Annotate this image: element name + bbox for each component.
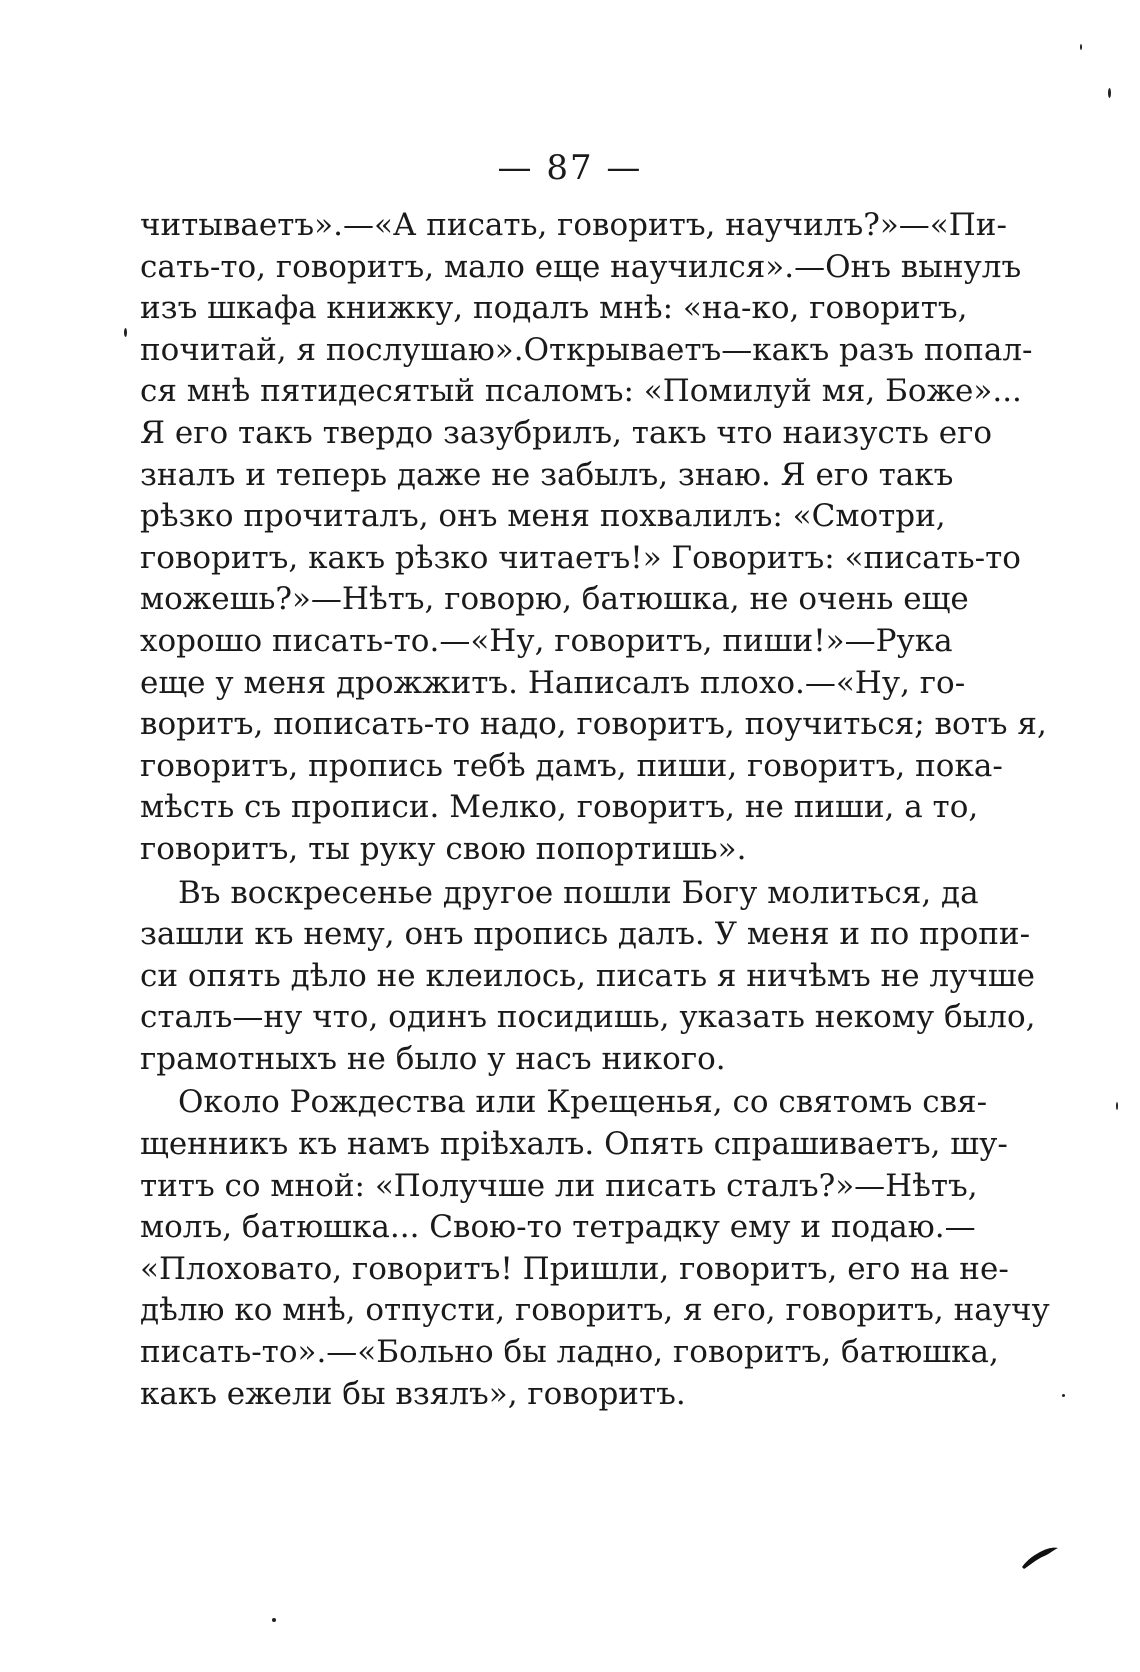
text-line: говоритъ, ты руку свою попортишь».: [140, 830, 747, 867]
text-line: читываетъ».—«А писать, говоритъ, научилъ?»—«Пи-: [140, 207, 1007, 243]
text-line: дѣлю ко мнѣ, отпусти, говоритъ, я его, говоритъ, научу: [140, 1292, 1050, 1329]
text-line: зналъ и теперь даже не забылъ, знаю. Я его такъ: [140, 456, 954, 493]
text-line: сать-то, говоритъ, мало еще научился».—Онъ вынулъ: [140, 248, 1022, 285]
text-line: почитай, я послушаю».Открываетъ—какъ разъ попал-: [140, 331, 1033, 368]
text-line: еще у меня дрожжитъ. Написалъ плохо.—«Ну, го-: [140, 664, 966, 701]
print-speck: [1108, 88, 1111, 98]
text-line: ся мнѣ пятидесятый псаломъ: «Помилуй мя, Боже»...: [140, 373, 1022, 410]
text-line: молъ, батюшка... Свою-то тетрадку ему и подаю.—: [140, 1209, 976, 1246]
print-speck: [1062, 1394, 1065, 1397]
text-line: говоритъ, пропись тебѣ дамъ, пиши, говоритъ, пока-: [140, 747, 1003, 784]
text-line: писать-то».—«Больно бы ладно, говоритъ, батюшка,: [140, 1334, 999, 1371]
text-line: хорошо писать-то.—«Ну, говоритъ, пиши!»—Рука: [140, 622, 953, 659]
text-line: «Плоховато, говоритъ! Пришли, говоритъ, его на не-: [140, 1250, 1009, 1287]
text-line: си опять дѣло не клеилось, писать я ничѣмъ не лучше: [140, 957, 1035, 994]
print-speck: [1080, 44, 1082, 50]
paragraph: [140, 205, 1047, 871]
text-line: какъ ежели бы взялъ», говоритъ.: [140, 1375, 686, 1412]
text-line: Я его такъ твердо зазубрилъ, такъ что наизусть его: [140, 414, 993, 451]
text-line: титъ со мной: «Получше ли писать сталъ?»—Нѣтъ,: [140, 1167, 978, 1204]
text-line: сталъ—ну что, одинъ посидишь, указать некому было,: [140, 999, 1036, 1036]
text-line: Около Рождества или Крещенья, со святомъ свя-: [178, 1084, 988, 1121]
print-speck: [272, 1618, 276, 1622]
text-line: рѣзко прочиталъ, онъ меня похвалилъ: «Смотри,: [140, 498, 946, 535]
text-line: мѣсть съ прописи. Мелко, говоритъ, не пиши, а то,: [140, 789, 979, 826]
print-speck: [124, 328, 127, 337]
page-number: — 87 —: [497, 148, 643, 188]
text-line: Въ воскресенье другое пошли Богу молиться, да: [178, 874, 979, 911]
paragraph: [140, 1082, 1050, 1415]
body-text: [140, 205, 1050, 1415]
print-speck: [1116, 1102, 1118, 1110]
text-line: щенникъ къ намъ пріѣхалъ. Опять спрашиваетъ, шу-: [140, 1126, 1008, 1163]
text-line: зашли къ нему, онъ пропись далъ. У меня и по пропи-: [140, 916, 1031, 953]
text-line: изъ шкафа книжку, подалъ мнѣ: «на-ко, говоритъ,: [140, 290, 968, 327]
text-line: можешь?»—Нѣтъ, говорю, батюшка, не очень еще: [140, 581, 969, 618]
ink-smudge: [1020, 1545, 1060, 1571]
paragraph: [140, 873, 1036, 1081]
text-line: грамотныхъ не было у насъ никого.: [140, 1040, 726, 1077]
text-line: воритъ, пописать-то надо, говоритъ, поучиться; вотъ я,: [140, 706, 1047, 743]
text-line: говоритъ, какъ рѣзко читаетъ!» Говоритъ: «писать-то: [140, 539, 1021, 576]
